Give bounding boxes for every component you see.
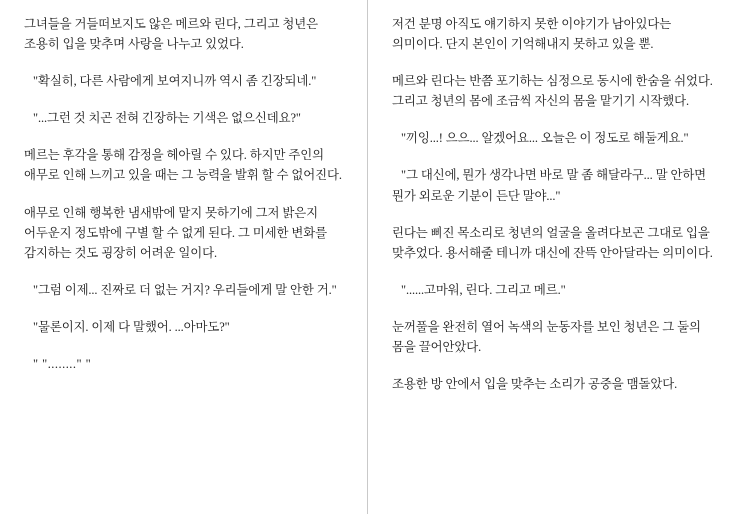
column-divider (367, 0, 368, 514)
paragraph: 저건 분명 아직도 얘기하지 못한 이야기가 남아있다는 의미이다. 단지 본인이 기억해내지 못하고 있을 뿐. (392, 17, 672, 52)
paragraph: "그럼 이제... 진짜로 더 없는 거지? 우리들에게 말 안한 거." (33, 282, 337, 297)
paragraph: "...그런 것 치곤 전혀 긴장하는 기색은 없으신데요?" (33, 111, 301, 126)
paragraph: "확실히, 다른 사람에게 보여지니까 역시 좀 긴장되네." (33, 74, 317, 89)
paragraph: "그 대신에, 뭔가 생각나면 바로 말 좀 해달라구... 말 안하면 뭔가 외로운 기분이 든단 말야..." (392, 168, 707, 203)
paragraph: "......고마워, 린다. 그리고 메르." (401, 282, 566, 297)
paragraph: 그녀들을 거들떠보지도 않은 메르와 린다, 그리고 청년은 조용히 입을 맞추며 사랑을 나누고 있었다. (24, 17, 318, 52)
paragraph: "물론이지. 이제 다 말했어. ...아마도?" (33, 319, 230, 334)
paragraph: 애무로 인해 행복한 냄새밖에 맡지 못하기에 그저 밝은지 어두운지 정도밖에 구별 할 수 없게 된다. 그 미세한 변화를 감지하는 것도 굉장히 어려운 일이다. (24, 205, 327, 260)
text-column-right (368, 0, 736, 514)
paragraph: 메르와 린다는 반쯤 포기하는 심정으로 동시에 한숨을 쉬었다. 그리고 청년의 몸에 조금씩 자신의 몸을 맡기기 시작했다. (392, 74, 713, 109)
paragraph: 린다는 삐진 목소리로 청년의 얼굴을 올려다보곤 그대로 입을 맞추었다. 용서해줄 테니까 대신에 잔뜩 안아달라는 의미이다. (392, 225, 713, 260)
paragraph: 조용한 방 안에서 입을 맞추는 소리가 공중을 맴돌았다. (392, 377, 678, 392)
paragraph: " "........" " (33, 357, 92, 372)
paragraph: 눈꺼풀을 완전히 열어 녹색의 눈동자를 보인 청년은 그 둘의 몸을 끌어안았다. (392, 319, 701, 355)
paragraph: 메르는 후각을 통해 감정을 헤아릴 수 있다. 하지만 주인의 애무로 인해 느끼고 있을 때는 그 능력을 발휘 할 수 없어진다. (24, 148, 342, 183)
paragraph: "끼잉...! 으으... 알겠어요... 오늘은 이 정도로 해둘게요." (401, 131, 689, 146)
